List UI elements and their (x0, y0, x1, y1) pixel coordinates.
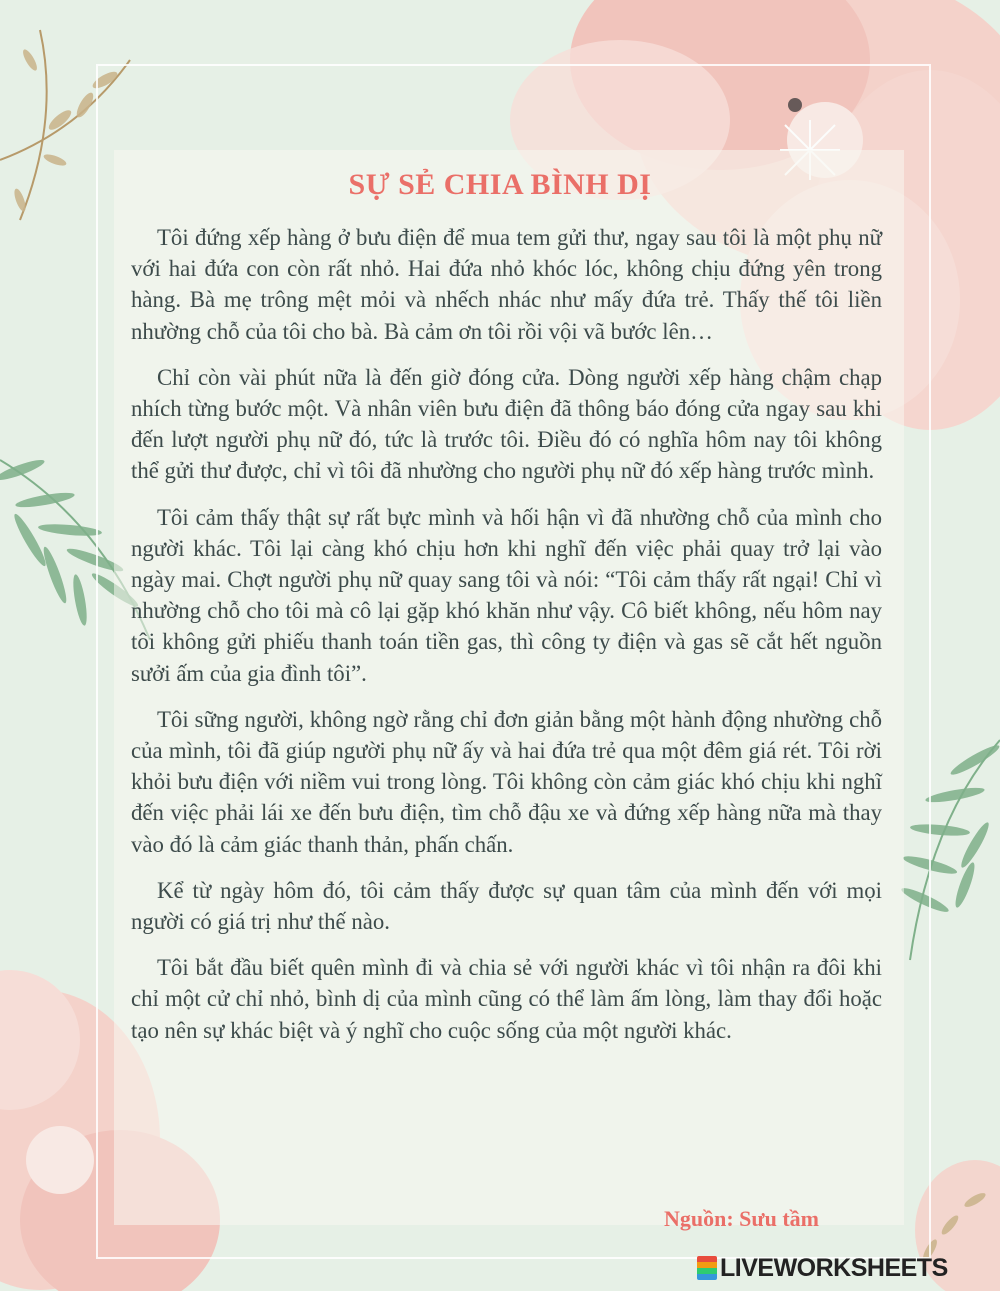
document-body (131, 222, 882, 1061)
paragraph-3: Tôi cảm thấy thật sự rất bực mình và hối hận vì đã nhường chỗ của mình cho người khác. Tôi lại càng khó chịu hơn khi nghĩ đến việc phải quay trở lại vào ngày mai. Chợt người phụ nữ quay sang tôi và nói: “Tôi cảm thấy rất ngại! Chỉ vì nhường chỗ cho tôi mà cô lại gặp khó khăn như vậy. Cô biết không, nếu hôm nay tôi không gửi phiếu thanh toán tiền gas, thì công ty điện và gas sẽ cắt hết nguồn sưởi ấm của gia đình tôi”. (131, 504, 882, 686)
paragraph-2: Chỉ còn vài phút nữa là đến giờ đóng cửa. Dòng người xếp hàng chậm chạp nhích từng bước một. Và nhân viên bưu điện đã thông báo đóng cửa ngay sau khi đến lượt người phụ nữ đó, tức là trước tôi. Điều đó có nghĩa hôm nay tôi không thể gửi thư được, chỉ vì tôi đã nhường cho người phụ nữ đó xếp hàng trước mình. (131, 364, 882, 484)
document-title: SỰ SẺ CHIA BÌNH DỊ (348, 168, 652, 201)
liveworksheets-badge-icon (697, 1256, 717, 1280)
paragraph-5: Kể từ ngày hôm đó, tôi cảm thấy được sự quan tâm của mình đến với mọi người có giá trị như thế nào. (131, 877, 882, 935)
paragraph-4: Tôi sững người, không ngờ rằng chỉ đơn giản bằng một hành động nhường chỗ của mình, tôi đã giúp người phụ nữ ấy và hai đứa trẻ qua một đêm giá rét. Tôi rời khỏi bưu điện với niềm vui trong lòng. Tôi không còn cảm giác khó chịu khi nghĩ đến việc phải lái xe đến bưu điện, tìm chỗ đậu xe và đứng xếp hàng nữa mà thay vào đó là cảm giác thanh thản, phấn chấn. (131, 706, 882, 857)
source-credit: Nguồn: Sưu tầm (664, 1206, 820, 1231)
paragraph-6: Tôi bắt đầu biết quên mình đi và chia sẻ với người khác vì tôi nhận ra đôi khi chỉ một cử chỉ nhỏ, bình dị của mình cũng có thể làm ấm lòng, làm thay đổi hoặc tạo nên sự khác biệt và ý nghĩ cho cuộc sống của một người khác. (131, 955, 882, 1043)
liveworksheets-logo-text: LIVEWORKSHEETS (720, 1253, 948, 1282)
paragraph-1: Tôi đứng xếp hàng ở bưu điện để mua tem gửi thư, ngay sau tôi là một phụ nữ với hai đứa con còn rất nhỏ. Hai đứa nhỏ khóc lóc, không chịu đứng yên trong hàng. Bà mẹ trông mệt mỏi và nhếch nhác như mấy đứa trẻ. Thấy thế tôi liền nhường chỗ của tôi cho bà. Bà cảm ơn tôi rồi vội vã bước lên… (131, 225, 882, 344)
liveworksheets-logo[interactable] (697, 1255, 948, 1281)
